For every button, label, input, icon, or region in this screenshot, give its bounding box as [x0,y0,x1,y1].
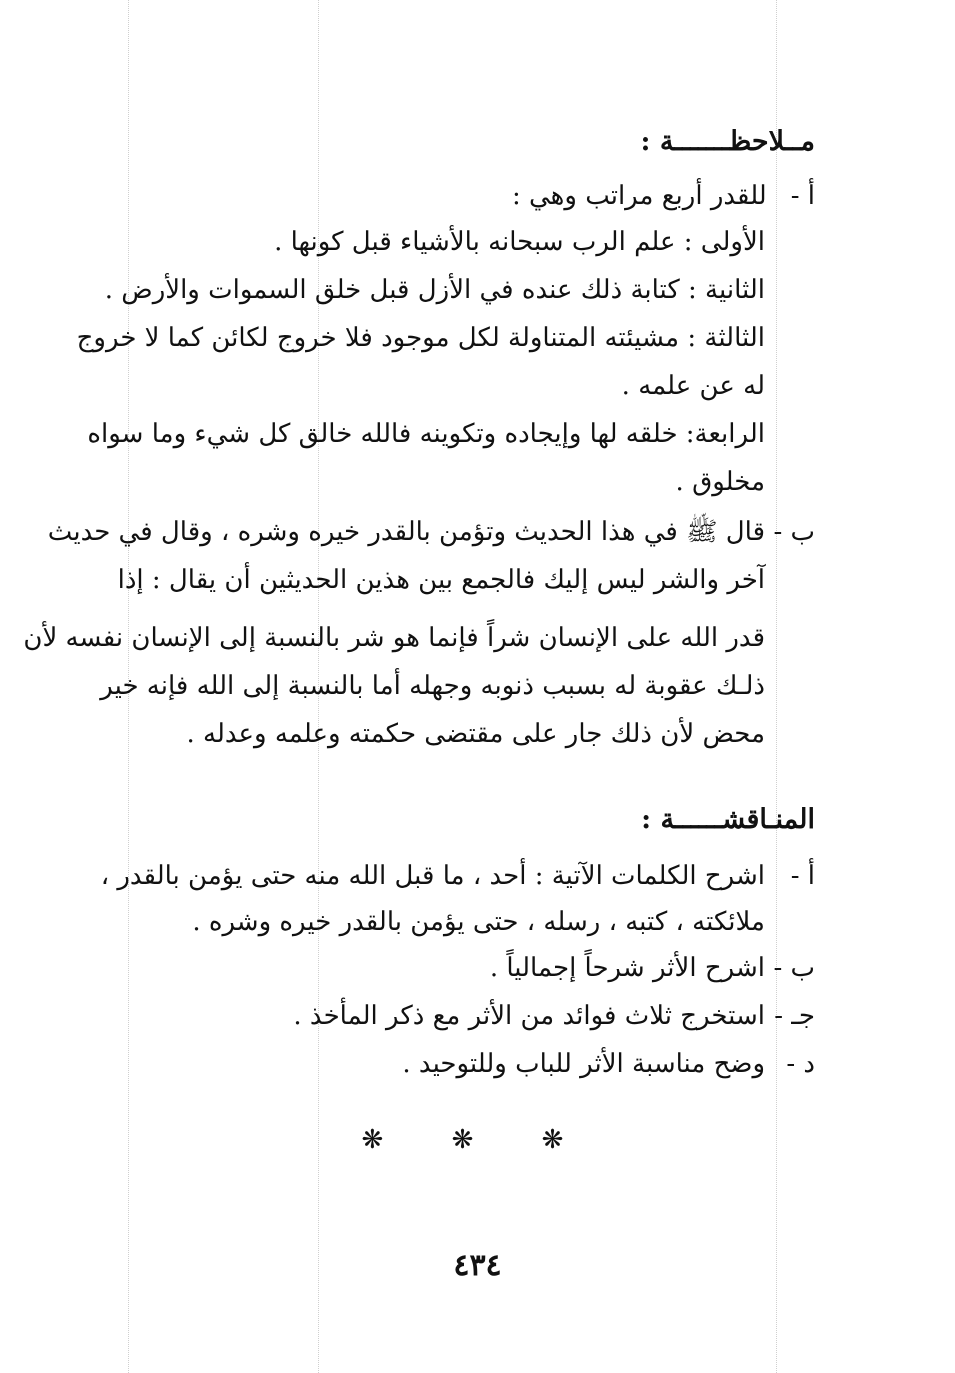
question-line: ملائكته ، كتبه ، رسله ، حتى يؤمن بالقدر خيره وشره . [192,907,765,937]
item-label: أ - [790,181,815,211]
rank-line: مخلوق . [675,467,765,497]
section-separator: ❋ ❋ ❋ [361,1125,594,1155]
paragraph-line: ذلـك عقوبة له بسبب ذنوبه وجهله أما بالنسبة إلى الله فإنه خير [100,671,765,701]
paragraph-line: آخر والشر ليس إليك فالجمع بين هذين الحديثين أن يقال : إذا [117,565,765,595]
rank-line: الرابعة: خلقه لها وإيجاده وتكوينه فالله خالق كل شيء وما سواه [87,419,765,449]
rank-line: الثانية : كتابة ذلك عنده في الأزل قبل خلق السموات والأرض . [104,275,765,305]
page-number: ٤٣٤ [453,1248,502,1283]
item-label: ب - [773,517,815,547]
note-heading: مــلاحظـــــــة : [640,126,815,157]
question-line: اشرح الأثر شرحاً إجمالياً . [489,953,765,983]
paragraph-line: قدر الله على الإنسان شراً فإنما هو شر بالنسبة إلى الإنسان نفسه لأن [23,623,765,653]
rank-line: له عن علمه . [621,371,765,401]
question-line: استخرج ثلاث فوائد من الأثر مع ذكر المأخذ . [293,1001,765,1031]
rank-line: الثالثة : مشيئته المتناولة لكل موجود فلا خروج لكائن كما لا خروج [76,323,765,353]
paragraph-line: محض لأن ذلك جار على مقتضى حكمته وعلمه وعدله . [186,719,765,749]
note-item-a [135,172,815,220]
item-label: جـ - [774,1001,815,1031]
question-line: وضح مناسبة الأثر للباب وللتوحيد . [402,1049,765,1079]
question-line: اشرح الكلمات الآتية : أحد ، ما قبل الله منه حتى يؤمن بالقدر ، [100,861,765,891]
item-label: د - [786,1049,815,1079]
item-label: أ - [790,861,815,891]
item-label: ب - [773,953,815,983]
paragraph-line: قال ﷺ في هذا الحديث وتؤمن بالقدر خيره وشره ، وقال في حديث [47,517,765,547]
item-text: للقدر أربع مراتب وهي : [511,181,767,211]
rank-line: الأولى : علم الرب سبحانه بالأشياء قبل كونها . [274,227,765,257]
discussion-heading: المنـاقشــــــة : [641,804,815,835]
